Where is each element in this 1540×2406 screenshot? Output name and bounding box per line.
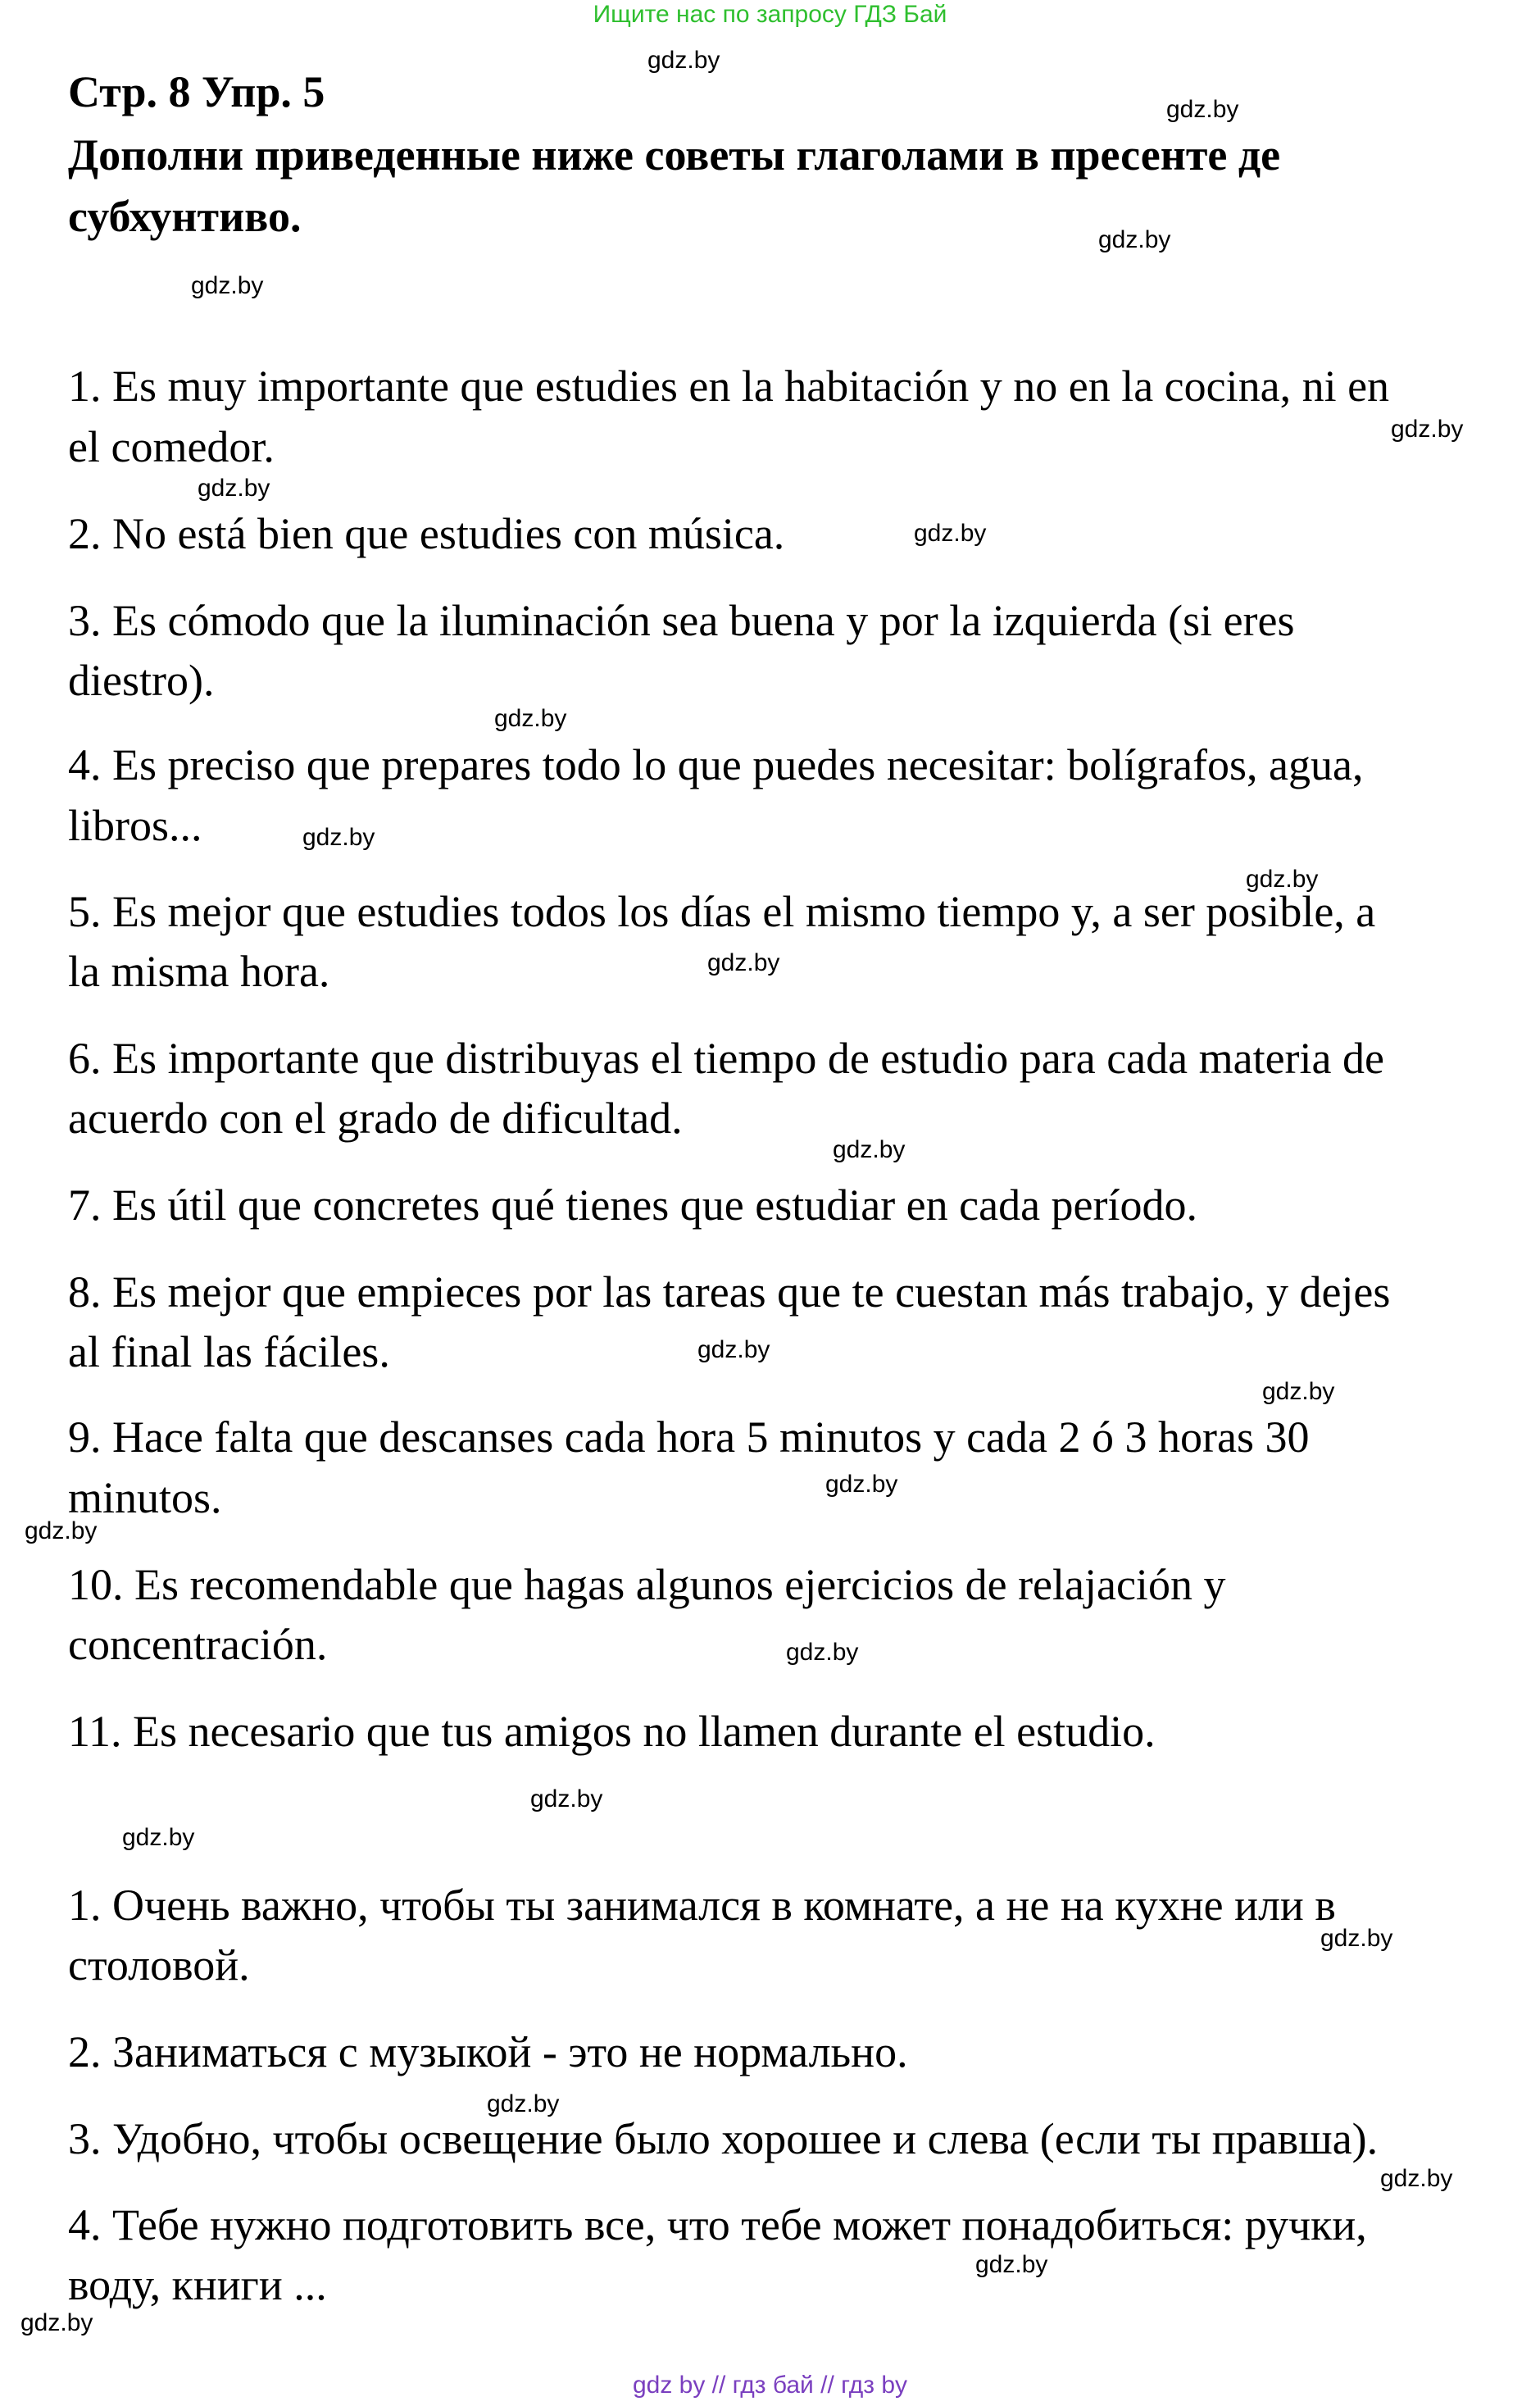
spanish-sentence-5a: 5. Es mejor que estudies todos los días el mismo tiempo y, a ser posible, a [68, 887, 1376, 936]
russian-sentence-1b: столовой. [68, 1940, 250, 1990]
russian-sentence-2: 2. Заниматься с музыкой - это не нормально. [68, 2027, 908, 2076]
watermark: gdz.by [707, 949, 780, 976]
spanish-sentence-8a: 8. Es mejor que empieces por las tareas que te cuestan más trabajo, y dejes [68, 1267, 1391, 1317]
watermark: gdz.by [20, 2309, 93, 2336]
watermark: gdz.by [833, 1136, 906, 1163]
spanish-sentence-9a: 9. Hace falta que descanses cada hora 5 minutos y cada 2 ó 3 horas 30 [68, 1412, 1310, 1462]
watermark: gdz.by [786, 1639, 859, 1666]
watermark: gdz.by [25, 1517, 98, 1544]
spanish-sentence-9b: minutos. [68, 1473, 222, 1522]
watermark: gdz.by [494, 705, 567, 732]
watermark: gdz.by [1098, 226, 1171, 253]
top-banner[interactable]: Ищите нас по запросу ГДЗ Бай [593, 1, 947, 28]
spanish-sentence-1b: el comedor. [68, 422, 275, 471]
watermark: gdz.by [1166, 96, 1239, 123]
spanish-sentence-4b: libros... [68, 801, 202, 850]
spanish-sentence-10b: concentración. [68, 1620, 328, 1669]
watermark: gdz.by [302, 824, 375, 851]
exercise-heading: Стр. 8 Упр. 5 [68, 67, 325, 116]
spanish-sentence-3a: 3. Es cómodo que la iluminación sea buena y por la izquierda (si eres [68, 596, 1295, 645]
spanish-sentence-3b: diestro). [68, 656, 215, 705]
spanish-sentence-10a: 10. Es recomendable que hagas algunos ejercicios de relajación y [68, 1560, 1226, 1609]
spanish-sentence-7: 7. Es útil que concretes qué tienes que estudiar en cada período. [68, 1180, 1198, 1230]
spanish-sentence-5b: la misma hora. [68, 947, 330, 996]
spanish-sentence-8b: al final las fáciles. [68, 1327, 390, 1376]
spanish-sentence-6a: 6. Es importante que distribuyas el tiempo de estudio para cada materia de [68, 1034, 1384, 1083]
watermark: gdz.by [122, 1824, 195, 1851]
watermark: gdz.by [1320, 1925, 1393, 1952]
watermark: gdz.by [1246, 866, 1319, 893]
watermark: gdz.by [1380, 2165, 1453, 2192]
watermark: gdz.by [530, 1785, 603, 1812]
watermark: gdz.by [975, 2251, 1048, 2278]
watermark: gdz.by [1391, 416, 1464, 443]
watermark: gdz.by [487, 2090, 560, 2117]
watermark: gdz.by [825, 1471, 898, 1498]
watermark: gdz.by [1262, 1378, 1335, 1405]
russian-sentence-1a: 1. Очень важно, чтобы ты занимался в комнате, а не на кухне или в [68, 1881, 1336, 1930]
spanish-sentence-4a: 4. Es preciso que prepares todo lo que puedes necesitar: bolígrafos, agua, [68, 740, 1364, 789]
watermark: gdz.by [191, 272, 264, 299]
spanish-sentence-2: 2. No está bien que estudies con música. [68, 509, 785, 558]
task-instruction-line-1: Дополни приведенные ниже советы глаголами в пресенте де [68, 130, 1281, 180]
russian-sentence-4a: 4. Тебе нужно подготовить все, что тебе может понадобиться: ручки, [68, 2200, 1367, 2249]
russian-sentence-3: 3. Удобно, чтобы освещение было хорошее и слева (если ты правша). [68, 2114, 1379, 2163]
watermark: gdz.by [697, 1336, 770, 1363]
watermark: gdz.by [647, 47, 720, 74]
spanish-sentence-6b: acuerdo con el grado de dificultad. [68, 1094, 683, 1143]
watermark: gdz.by [914, 520, 987, 547]
russian-sentence-4b: воду, книги ... [68, 2260, 327, 2309]
spanish-sentence-11: 11. Es necesario que tus amigos no llamen durante el estudio. [68, 1707, 1156, 1756]
spanish-sentence-1a: 1. Es muy importante que estudies en la habitación y no en la cocina, ni en [68, 362, 1390, 411]
watermark: gdz.by [198, 475, 270, 502]
footer-links[interactable]: gdz by // гдз бай // гдз by [632, 2372, 908, 2399]
task-instruction-line-2: субхунтиво. [68, 192, 302, 241]
